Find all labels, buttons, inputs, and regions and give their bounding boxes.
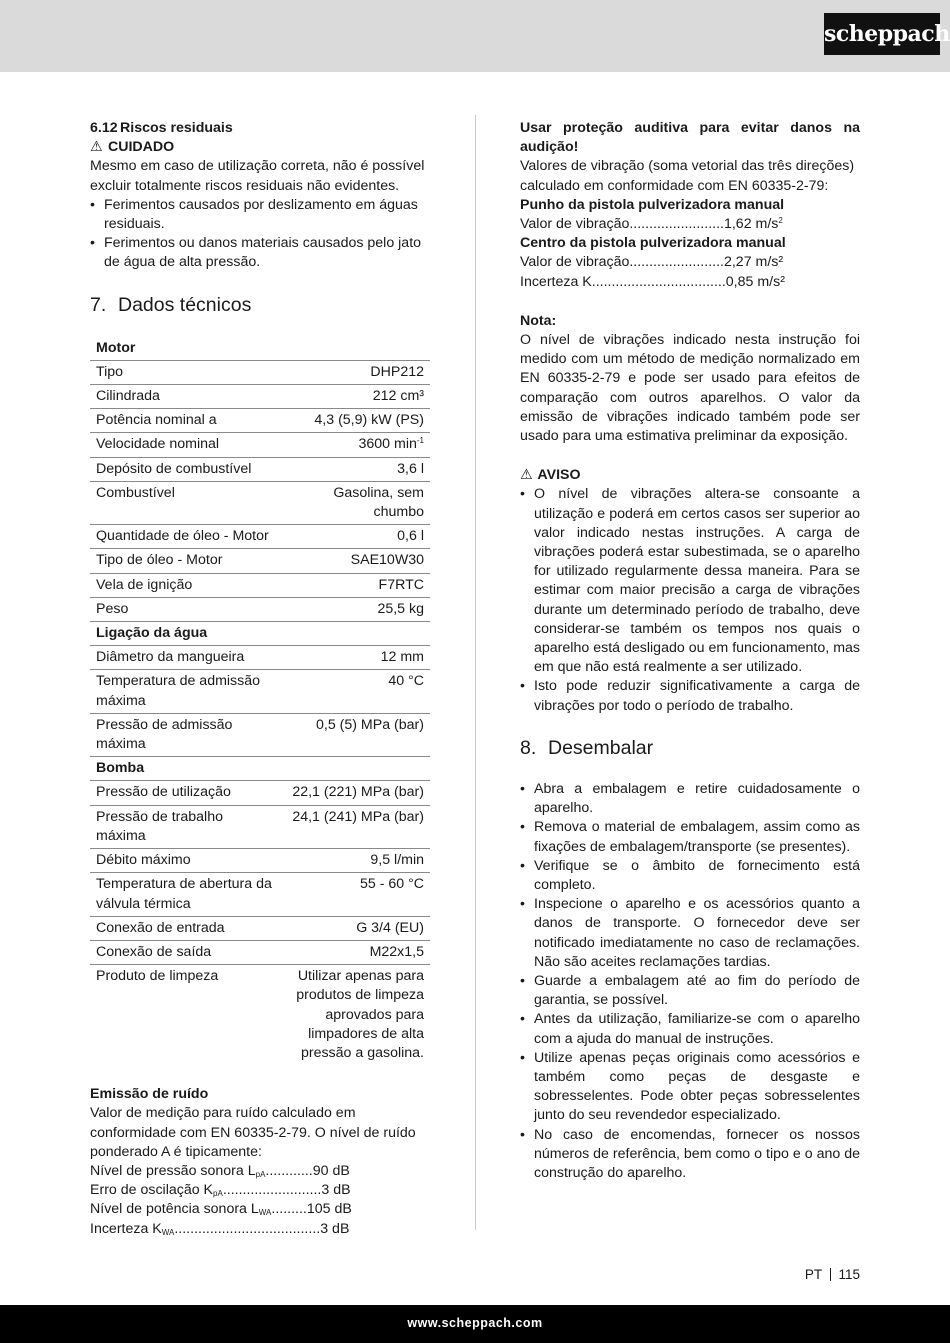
risks-list (90, 196, 430, 273)
noise-subscript: pA (255, 1169, 266, 1179)
table-row (90, 713, 430, 756)
category-label: Ligação da água (90, 622, 430, 646)
page-number (800, 1265, 860, 1284)
table-row (90, 670, 430, 713)
noise-subscript: WA (258, 1208, 272, 1218)
vibration-value: 1,62 m/s (723, 216, 779, 233)
noise-text: Valor de medição para ruído calculado em conformidade com EN 60335-2-79. O nível de ruído ponderado A é tipicamente: (90, 1105, 416, 1160)
warning-label: AVISO (537, 467, 581, 484)
table-row (90, 849, 430, 873)
unpack-list (520, 780, 860, 1183)
uncertainty-label: Incerteza K (520, 273, 592, 290)
row-value: M22x1,5 (278, 940, 430, 964)
dot-leader: ......................... (222, 1182, 322, 1199)
noise-label: Erro de oscilação K (90, 1182, 214, 1199)
list-item-text: Isto pode reduzir significativamente a carga de vibrações por todo o período de trabalho. (534, 678, 860, 714)
row-label: Conexão de saída (90, 940, 278, 964)
vibration-exponent: 2 (778, 216, 783, 226)
dot-leader: ........................ (629, 254, 724, 271)
warning-list (520, 485, 860, 715)
website-link[interactable]: www.scheppach.com (407, 1316, 543, 1330)
noise-value: 105 dB (306, 1201, 352, 1218)
list-item: • Verifique se o âmbito de fornecimento está completo. (520, 857, 860, 893)
list-item-text: Guarde a embalagem até ao fim do período de garantia, se possível. (534, 972, 860, 1009)
list-item-text: Inspecione o aparelho e os acessórios quanto a danos de transporte. O fornecedor deve ser notificado imediatamente no caso de reclamações. Não são aceites reclamações tardias. (534, 896, 860, 970)
vibration-label: Valor de vibração (520, 216, 630, 233)
table-row (90, 481, 430, 524)
dot-leader: ........................ (629, 216, 724, 233)
technical-data-table (90, 337, 430, 1066)
speed-value: 3600 min (358, 436, 417, 453)
row-label: Combustível (90, 481, 278, 524)
row-label: Potência nominal a (90, 409, 278, 433)
table-row (90, 525, 430, 549)
language-code: PT (804, 1267, 822, 1282)
list-item: • Ferimentos ou danos materiais causados pelo jato de água de alta pressão. (90, 235, 422, 271)
row-value: 40 °C (278, 670, 430, 713)
dot-leader: ......... (271, 1201, 307, 1218)
noise-value: 3 dB (320, 1220, 350, 1237)
row-label: Tipo de óleo - Motor (90, 549, 278, 573)
separator (830, 1268, 831, 1281)
speed-exponent: -1 (416, 436, 424, 446)
list-item: • Isto pode reduzir significativamente a carga de vibrações por todo o período de trabalho. (520, 678, 860, 714)
dot-leader: ............ (265, 1162, 313, 1179)
grip1-heading: Punho da pistola pulverizadora manual (520, 196, 785, 213)
uncertainty-line (520, 273, 860, 292)
list-item-text: Remova o material de embalagem, assim como as fixações de embalagem/transporte (se presentes). (534, 819, 860, 855)
dot-leader: ..................................... (174, 1220, 321, 1237)
noise-line (90, 1220, 430, 1239)
list-item-text: Ferimentos ou danos materiais causados pelo jato de água de alta pressão. (104, 235, 422, 271)
row-label: Pressão de utilização (90, 781, 278, 805)
footer-bar (0, 1305, 950, 1343)
list-item: • Abra a embalagem e retire cuidadosamente o aparelho. (520, 780, 860, 817)
noise-value: 90 dB (312, 1162, 350, 1179)
table-row (90, 597, 430, 621)
noise-subscript: pA (213, 1189, 223, 1199)
note-heading: Nota: (520, 312, 557, 329)
list-item-text: Verifique se o âmbito de fornecimento está completo. (534, 857, 860, 893)
list-item-text: Abra a embalagem e retire cuidadosamente o aparelho. (534, 780, 860, 817)
table-row (90, 573, 430, 597)
vibration-line (520, 215, 860, 234)
table-row (90, 781, 430, 805)
uncertainty-value: 0,85 m/s² (725, 273, 785, 290)
grip2-heading: Centro da pistola pulverizadora manual (520, 235, 786, 252)
table-category-row (90, 337, 430, 361)
list-item: • Guarde a embalagem até ao fim do período de garantia, se possível. (520, 972, 860, 1009)
row-value: 0,5 (5) MPa (bar) (278, 713, 430, 756)
right-column (520, 119, 860, 1183)
vibration-label: Valor de vibração (520, 254, 630, 271)
category-label: Bomba (90, 757, 430, 781)
section-number: 6.12 (90, 120, 118, 136)
caution-text: Mesmo em caso de utilização correta, não é possível excluir totalmente riscos residuais não evidentes. (90, 158, 425, 194)
row-value: 24,1 (241) MPa (bar) (278, 805, 430, 848)
noise-value: 3 dB (321, 1182, 351, 1199)
row-value: 212 cm³ (278, 385, 430, 409)
table-row (90, 549, 430, 573)
list-item-text: No caso de encomendas, fornecer os nossos números de referência, bem como o tipo e o ano de construção do aparelho. (534, 1126, 860, 1181)
table-row (90, 360, 430, 384)
table-row (90, 805, 430, 848)
vibration-intro: Valores de vibração (soma vetorial das três direções) calculado em conformidade com EN 60335-2-79: (520, 158, 855, 194)
row-label: Quantidade de óleo - Motor (90, 525, 278, 549)
table-row (90, 916, 430, 940)
noise-label: Nível de pressão sonora L (90, 1162, 256, 1179)
table-row (90, 409, 430, 433)
section-7-heading (90, 293, 430, 317)
row-value: SAE10W30 (278, 549, 430, 573)
section-number: 8. (520, 736, 537, 759)
row-value: 22,1 (221) MPa (bar) (278, 781, 430, 805)
row-value: 0,6 l (278, 525, 430, 549)
table-row (90, 433, 430, 457)
row-value: G 3/4 (EU) (278, 916, 430, 940)
noise-line (90, 1200, 430, 1219)
row-label: Vela de ignição (90, 573, 278, 597)
noise-line (90, 1181, 430, 1200)
note-text: O nível de vibrações indicado nesta instrução foi medido com um método de medição normalizado em EN 60335-2-79 e pode ser usado para efeitos de comparação com outros aparelhos. O valor da emissão de vibrações indicado também pode ser usado para uma estimativa preliminar da exposição. (520, 332, 860, 445)
noise-subscript: WA (161, 1227, 175, 1237)
row-label: Temperatura de abertura da válvula térmica (90, 873, 278, 916)
row-label: Velocidade nominal (90, 433, 278, 457)
noise-heading: Emissão de ruído (90, 1086, 209, 1103)
warning-triangle-icon: ⚠ (90, 139, 103, 156)
list-item-text: Antes da utilização, familiarize-se com o aparelho com a ajuda do manual de instruções. (534, 1011, 860, 1047)
warning-triangle-icon: ⚠ (520, 467, 533, 484)
list-item-text: Utilize apenas peças originais como acessórios e também como peças de desgaste e sobresselentes. Pode obter peças sobresselentes junto do seu revendedor especializado. (534, 1049, 860, 1124)
section-6-12-heading (90, 119, 430, 138)
row-value: 4,3 (5,9) kW (PS) (278, 409, 430, 433)
row-label: Pressão de trabalho máxima (90, 805, 278, 848)
column-divider (475, 115, 476, 1230)
row-value (278, 433, 430, 457)
list-item: • Ferimentos causados por deslizamento em águas residuais. (90, 196, 418, 233)
list-item-text: Ferimentos causados por deslizamento em águas residuais. (104, 196, 418, 233)
header-bar (0, 0, 950, 72)
section-title: Riscos residuais (120, 120, 233, 136)
row-value: 55 - 60 °C (278, 873, 430, 916)
list-item: • Inspecione o aparelho e os acessórios quanto a danos de transporte. O fornecedor deve ser notificado imediatamente no caso de reclamações. Não são aceites reclamações tardias. (520, 896, 860, 970)
row-label: Tipo (90, 360, 278, 384)
section-title: Dados técnicos (118, 293, 252, 316)
row-label: Conexão de entrada (90, 916, 278, 940)
row-value: 25,5 kg (278, 597, 430, 621)
row-value: 3,6 l (278, 457, 430, 481)
table-row (90, 940, 430, 964)
row-label: Débito máximo (90, 849, 278, 873)
brand-logo: scheppach (824, 13, 940, 55)
section-title: Desembalar (548, 736, 654, 759)
vibration-value: 2,27 m/s² (723, 254, 784, 271)
left-column (90, 119, 430, 1239)
row-value: F7RTC (278, 573, 430, 597)
noise-line (90, 1162, 430, 1181)
category-label: Motor (90, 337, 430, 361)
row-value: Utilizar apenas para produtos de limpeza aprovados para limpadores de alta pressão a gasolina. (296, 968, 424, 1061)
table-row (90, 873, 430, 916)
row-label: Peso (90, 597, 278, 621)
table-category-row (90, 757, 430, 781)
table-row (90, 646, 430, 670)
row-label: Produto de limpeza (96, 968, 219, 985)
list-item-text: O nível de vibrações altera-se consoante a utilização e poderá em certos casos ser superior ao valor indicado nestas instruções. A carga de vibrações poderá estar subestimada, se o aparelho for utilizado regularmente dessa maneira. Para se estimar com maior precisão a carga de vibrações durante um determinado período de trabalho, deve considerar-se também os tempos nos quais o aparelho está desligado ou em funcionamento, mas em que não está realmente a ser utilizado. (534, 486, 860, 676)
caution-label: CUIDADO (107, 139, 175, 156)
row-label: Depósito de combustível (90, 457, 278, 481)
dot-leader: .................................. (591, 273, 726, 290)
page-number-value: 115 (838, 1267, 860, 1282)
row-label: Cilindrada (90, 385, 278, 409)
list-item: • Utilize apenas peças originais como acessórios e também como peças de desgaste e sobresselentes. Pode obter peças sobresselentes junto do seu revendedor especializado. (520, 1049, 860, 1124)
section-8-heading (520, 736, 860, 760)
table-category-row (90, 622, 430, 646)
caution-heading (90, 138, 430, 157)
row-label: Diâmetro da mangueira (90, 646, 278, 670)
row-value: 12 mm (278, 646, 430, 670)
section-number: 7. (90, 293, 107, 316)
row-label: Pressão de admissão máxima (90, 713, 278, 756)
row-value: Gasolina, sem chumbo (278, 481, 430, 524)
list-item: • No caso de encomendas, fornecer os nossos números de referência, bem como o tipo e o ano de construção do aparelho. (520, 1126, 860, 1181)
list-item: • Antes da utilização, familiarize-se com o aparelho com a ajuda do manual de instruções. (520, 1011, 860, 1047)
row-value: 9,5 l/min (278, 849, 430, 873)
hearing-protection-note: Usar proteção auditiva para evitar danos na audição! (520, 120, 860, 156)
noise-label: Nível de potência sonora L (90, 1201, 259, 1218)
list-item: • Remova o material de embalagem, assim como as fixações de embalagem/transporte (se presentes). (520, 819, 860, 855)
table-row (90, 965, 430, 1066)
table-row (90, 457, 430, 481)
row-label: Temperatura de admissão máxima (90, 670, 278, 713)
warning-heading (520, 466, 860, 485)
noise-label: Incerteza K (90, 1220, 162, 1237)
vibration-line (520, 253, 860, 272)
row-value: DHP212 (278, 360, 430, 384)
list-item: • O nível de vibrações altera-se consoante a utilização e poderá em certos casos ser superior ao valor indicado nestas instruções. A carga de vibrações poderá estar subestimada, se o aparelho for utilizado regularmente dessa maneira. Para se estimar com maior precisão a carga de vibrações durante um determinado período de trabalho, deve considerar-se também os tempos nos quais o aparelho está desligado ou em funcionamento, mas em que não está realmente a ser utilizado. (520, 486, 860, 676)
table-row (90, 385, 430, 409)
